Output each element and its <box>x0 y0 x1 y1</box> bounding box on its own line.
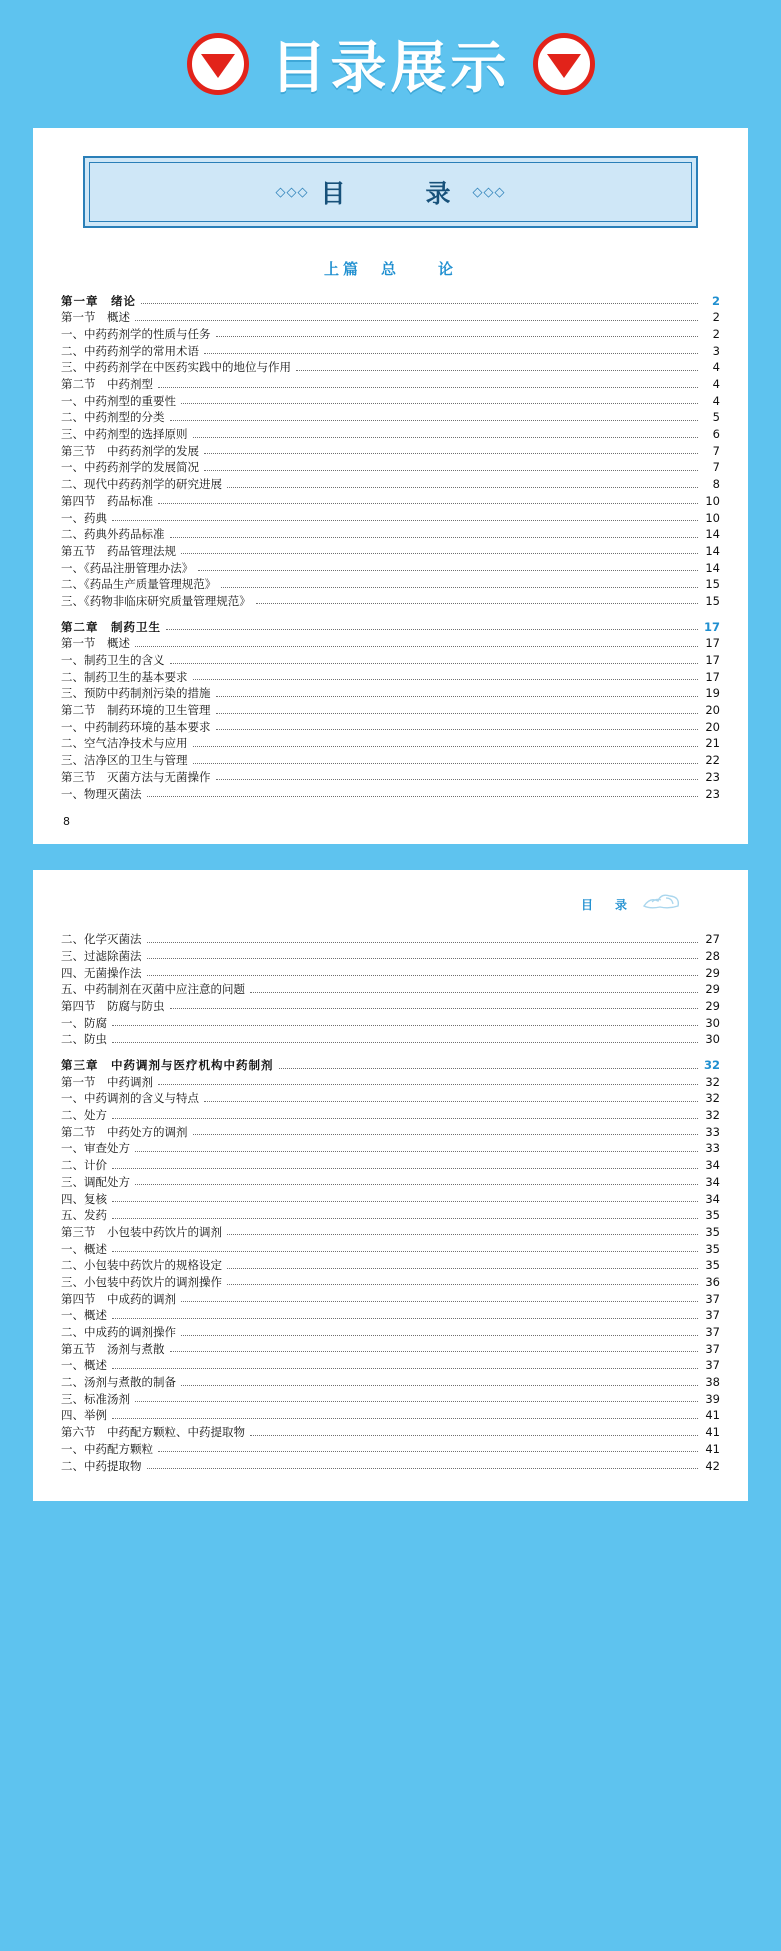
toc-leader-dots <box>135 1150 698 1152</box>
toc-entry[interactable] <box>61 427 720 444</box>
toc-entry-page: 17 <box>705 653 720 668</box>
toc-leader-dots <box>204 352 698 354</box>
toc-entry-page: 23 <box>705 786 720 801</box>
toc-entry-label: 一、审查处方 <box>61 1141 130 1156</box>
toc-entry-label: 第一章 绪论 <box>61 293 136 308</box>
toc-entry-label: 一、中药药剂学的性质与任务 <box>61 326 211 341</box>
toc-leader-dots <box>216 335 699 337</box>
toc-leader-dots <box>158 1450 698 1452</box>
toc-leader-dots <box>170 662 699 664</box>
toc-entry-label: 一、中药药剂学的发展简况 <box>61 460 199 475</box>
toc-leader-dots <box>166 628 698 630</box>
toc-entry-page: 41 <box>705 1408 720 1423</box>
toc-entry-label: 第四节 防腐与防虫 <box>61 998 165 1013</box>
toc-entry[interactable] <box>61 719 720 736</box>
toc-entry-page: 15 <box>705 577 720 592</box>
toc-entry[interactable] <box>61 636 720 653</box>
toc-entry-label: 二、制药卫生的基本要求 <box>61 669 188 684</box>
toc-page-2 <box>33 870 748 1501</box>
toc-entry-page: 39 <box>705 1391 720 1406</box>
toc-chapter-entry[interactable] <box>61 293 720 310</box>
toc-entry-label: 三、小包装中药饮片的调剂操作 <box>61 1274 222 1289</box>
toc-spacer <box>61 610 720 619</box>
toc-entry-page: 42 <box>705 1458 720 1473</box>
toc-entry[interactable] <box>61 393 720 410</box>
toc-entry-page: 34 <box>705 1174 720 1189</box>
toc-leader-dots <box>147 795 699 797</box>
toc-leader-dots <box>296 369 698 371</box>
toc-leader-dots <box>158 386 698 388</box>
toc-entry-page: 37 <box>705 1325 720 1340</box>
toc-list-page-1 <box>61 293 720 803</box>
toc-leader-dots <box>170 419 699 421</box>
toc-entry[interactable] <box>61 1074 720 1091</box>
toc-entry[interactable] <box>61 1291 720 1308</box>
toc-leader-dots <box>170 1350 699 1352</box>
toc-entry-label: 五、发药 <box>61 1208 107 1223</box>
toc-entry[interactable] <box>61 1091 720 1108</box>
toc-entry-page: 7 <box>712 460 720 475</box>
toc-leader-dots <box>158 502 698 504</box>
toc-leader-dots <box>112 1024 698 1026</box>
toc-entry-label: 一、概述 <box>61 1358 107 1373</box>
toc-leader-dots <box>135 1400 698 1402</box>
toc-entry[interactable] <box>61 477 720 494</box>
toc-entry-page: 32 <box>703 1058 720 1073</box>
toc-entry-page: 4 <box>712 393 720 408</box>
part-title: 上篇 总 论 <box>323 260 457 278</box>
toc-spacer <box>61 1048 720 1057</box>
toc-leader-dots <box>193 678 699 680</box>
toc-entry-label: 二、计价 <box>61 1158 107 1173</box>
toc-entry-page: 41 <box>705 1425 720 1440</box>
toc-entry-page: 33 <box>705 1124 720 1139</box>
toc-entry-page: 21 <box>705 736 720 751</box>
ornament-right: ◇◇◇ <box>472 184 506 199</box>
toc-entry-page: 10 <box>705 493 720 508</box>
toc-entry[interactable] <box>61 948 720 965</box>
toc-entry-page: 29 <box>705 982 720 997</box>
toc-entry[interactable] <box>61 1341 720 1358</box>
toc-leader-dots <box>181 1384 698 1386</box>
toc-entry-page: 5 <box>712 410 720 425</box>
toc-leader-dots <box>181 1300 698 1302</box>
toc-entry-page: 32 <box>705 1108 720 1123</box>
toc-leader-dots <box>135 645 698 647</box>
toc-leader-dots <box>112 1417 698 1419</box>
toc-entry-page: 37 <box>705 1291 720 1306</box>
toc-list-page-2 <box>61 932 720 1475</box>
toc-leader-dots <box>216 778 699 780</box>
toc-entry[interactable] <box>61 1258 720 1275</box>
toc-entry-label: 第五节 汤剂与煮散 <box>61 1341 165 1356</box>
toc-entry-page: 3 <box>712 343 720 358</box>
toc-entry-label: 一、防腐 <box>61 1015 107 1030</box>
toc-leader-dots <box>193 745 699 747</box>
toc-leader-dots <box>250 991 698 993</box>
folio-page-number: 8 <box>63 814 70 828</box>
toc-entry[interactable] <box>61 310 720 327</box>
toc-entry-label: 第一节 概述 <box>61 636 130 651</box>
toc-leader-dots <box>216 712 699 714</box>
toc-leader-dots <box>193 1133 699 1135</box>
banner-title: 目录展示 <box>270 36 511 101</box>
toc-entry-page: 8 <box>712 477 720 492</box>
toc-entry-label: 一、中药制药环境的基本要求 <box>61 719 211 734</box>
toc-entry[interactable] <box>61 1308 720 1325</box>
toc-entry-page: 35 <box>705 1224 720 1239</box>
toc-entry[interactable] <box>61 1408 720 1425</box>
toc-entry-label: 二、《药品生产质量管理规范》 <box>61 577 217 592</box>
toc-entry[interactable] <box>61 1174 720 1191</box>
toc-entry[interactable] <box>61 460 720 477</box>
toc-entry-page: 29 <box>705 998 720 1013</box>
page-banner <box>0 0 781 128</box>
toc-entry[interactable] <box>61 669 720 686</box>
toc-leader-dots <box>147 941 699 943</box>
toc-entry-page: 33 <box>705 1141 720 1156</box>
toc-entry[interactable] <box>61 1032 720 1049</box>
toc-entry-page: 32 <box>705 1074 720 1089</box>
toc-entry-page: 29 <box>705 965 720 980</box>
toc-leader-dots <box>279 1067 699 1069</box>
toc-leader-dots <box>147 974 699 976</box>
toc-entry[interactable] <box>61 443 720 460</box>
toc-entry-label: 第二节 制药环境的卫生管理 <box>61 703 211 718</box>
toc-leader-dots <box>112 1367 698 1369</box>
toc-leader-dots <box>158 1083 698 1085</box>
toc-entry[interactable] <box>61 527 720 544</box>
toc-entry[interactable] <box>61 560 720 577</box>
toc-entry-page: 35 <box>705 1208 720 1223</box>
running-header <box>61 892 720 918</box>
toc-entry[interactable] <box>61 343 720 360</box>
toc-entry-page: 41 <box>705 1441 720 1456</box>
toc-entry-page: 36 <box>705 1274 720 1289</box>
toc-entry-page: 37 <box>705 1358 720 1373</box>
toc-entry-label: 二、小包装中药饮片的规格设定 <box>61 1258 222 1273</box>
toc-entry[interactable] <box>61 1425 720 1442</box>
toc-leader-dots <box>141 302 698 304</box>
toc-entry[interactable] <box>61 360 720 377</box>
toc-entry-label: 第五节 药品管理法规 <box>61 543 176 558</box>
toc-entry-label: 三、预防中药制剂污染的措施 <box>61 686 211 701</box>
toc-entry-label: 四、举例 <box>61 1408 107 1423</box>
toc-entry-page: 14 <box>705 527 720 542</box>
toc-entry[interactable] <box>61 1274 720 1291</box>
toc-entry-page: 35 <box>705 1258 720 1273</box>
toc-entry-page: 35 <box>705 1241 720 1256</box>
toc-leader-dots <box>216 728 699 730</box>
toc-entry-page: 23 <box>705 769 720 784</box>
toc-entry[interactable] <box>61 769 720 786</box>
toc-entry[interactable] <box>61 703 720 720</box>
toc-entry[interactable] <box>61 1375 720 1392</box>
toc-entry-label: 第四节 药品标准 <box>61 493 153 508</box>
toc-leader-dots <box>193 762 699 764</box>
toc-entry-label: 二、中成药的调剂操作 <box>61 1325 176 1340</box>
toc-entry[interactable] <box>61 998 720 1015</box>
toc-leader-dots <box>112 1250 698 1252</box>
toc-entry-page: 2 <box>712 326 720 341</box>
toc-leader-dots <box>112 1200 698 1202</box>
toc-entry-page: 30 <box>705 1032 720 1047</box>
toc-entry-label: 三、《药物非临床研究质量管理规范》 <box>61 593 251 608</box>
cloud-ornament-icon <box>640 892 686 917</box>
toc-entry-page: 32 <box>705 1091 720 1106</box>
toc-leader-dots <box>181 1334 698 1336</box>
toc-entry-label: 一、《药品注册管理办法》 <box>61 560 194 575</box>
toc-leader-dots <box>204 469 698 471</box>
toc-entry[interactable] <box>61 1391 720 1408</box>
toc-leader-dots <box>216 695 699 697</box>
toc-entry-page: 15 <box>705 593 720 608</box>
toc-entry-page: 2 <box>711 293 720 308</box>
toc-leader-dots <box>135 1183 698 1185</box>
toc-entry-label: 一、概述 <box>61 1308 107 1323</box>
toc-entry-page: 38 <box>705 1375 720 1390</box>
toc-leader-dots <box>112 1117 698 1119</box>
ornament-left: ◇◇◇ <box>275 184 309 199</box>
toc-entry-label: 二、中药药剂学的常用术语 <box>61 343 199 358</box>
toc-entry-label: 五、中药制剂在灭菌中应注意的问题 <box>61 982 245 997</box>
toc-entry-label: 二、药典外药品标准 <box>61 527 165 542</box>
toc-leader-dots <box>112 1167 698 1169</box>
toc-entry[interactable] <box>61 493 720 510</box>
toc-entry-page: 27 <box>705 932 720 947</box>
toc-leader-dots <box>227 1267 698 1269</box>
toc-entry-label: 二、中药剂型的分类 <box>61 410 165 425</box>
toc-entry-page: 7 <box>712 443 720 458</box>
toc-entry-page: 19 <box>705 686 720 701</box>
toc-leader-dots <box>147 1467 699 1469</box>
toc-entry[interactable] <box>61 1124 720 1141</box>
toc-leader-dots <box>198 569 698 571</box>
toc-entry-label: 三、中药药剂学在中医药实践中的地位与作用 <box>61 360 291 375</box>
toc-entry-label: 二、中药提取物 <box>61 1458 142 1473</box>
toc-entry-label: 第三节 小包装中药饮片的调剂 <box>61 1224 222 1239</box>
toc-entry-label: 一、药典 <box>61 510 107 525</box>
toc-entry-label: 一、概述 <box>61 1241 107 1256</box>
toc-entry-label: 第四节 中成药的调剂 <box>61 1291 176 1306</box>
toc-entry-label: 第一节 中药调剂 <box>61 1074 153 1089</box>
toc-leader-dots <box>227 486 698 488</box>
toc-entry-label: 一、中药剂型的重要性 <box>61 393 176 408</box>
toc-chapter-entry[interactable] <box>61 619 720 636</box>
toc-entry-page: 37 <box>705 1341 720 1356</box>
toc-entry[interactable] <box>61 1358 720 1375</box>
toc-entry-label: 四、复核 <box>61 1191 107 1206</box>
toc-leader-dots <box>250 1434 698 1436</box>
toc-entry[interactable] <box>61 543 720 560</box>
toc-entry-label: 第二节 中药剂型 <box>61 377 153 392</box>
toc-entry[interactable] <box>61 965 720 982</box>
toc-entry-page: 17 <box>703 619 720 634</box>
toc-entry-label: 第三节 灭菌方法与无菌操作 <box>61 769 211 784</box>
toc-leader-dots <box>147 957 699 959</box>
toc-leader-dots <box>204 452 698 454</box>
toc-entry-label: 四、无菌操作法 <box>61 965 142 980</box>
toc-entry[interactable] <box>61 736 720 753</box>
toc-entry[interactable] <box>61 410 720 427</box>
toc-leader-dots <box>112 519 698 521</box>
toc-leader-dots <box>135 319 698 321</box>
toc-entry[interactable] <box>61 593 720 610</box>
toc-entry-label: 三、中药剂型的选择原则 <box>61 427 188 442</box>
toc-entry[interactable] <box>61 1441 720 1458</box>
toc-entry-page: 34 <box>705 1158 720 1173</box>
toc-leader-dots <box>170 536 699 538</box>
toc-entry-page: 14 <box>705 543 720 558</box>
toc-entry-page: 6 <box>712 427 720 442</box>
toc-entry-label: 第三节 中药药剂学的发展 <box>61 443 199 458</box>
toc-entry-label: 一、中药配方颗粒 <box>61 1441 153 1456</box>
toc-entry-page: 37 <box>705 1308 720 1323</box>
toc-entry-label: 一、物理灭菌法 <box>61 786 142 801</box>
toc-entry[interactable] <box>61 1458 720 1475</box>
toc-title-box <box>83 156 698 228</box>
toc-entry[interactable] <box>61 1208 720 1225</box>
toc-entry-label: 二、现代中药药剂学的研究进展 <box>61 477 222 492</box>
toc-entry-label: 第三章 中药调剂与医疗机构中药制剂 <box>61 1058 274 1073</box>
toc-entry-label: 二、防虫 <box>61 1032 107 1047</box>
toc-leader-dots <box>112 1317 698 1319</box>
toc-leader-dots <box>256 602 698 604</box>
toc-title: 目 录 <box>320 179 461 208</box>
toc-entry-label: 第六节 中药配方颗粒、中药提取物 <box>61 1425 245 1440</box>
toc-entry[interactable] <box>61 577 720 594</box>
toc-entry-page: 10 <box>705 510 720 525</box>
toc-leader-dots <box>170 1007 699 1009</box>
toc-entry[interactable] <box>61 326 720 343</box>
toc-entry[interactable] <box>61 1141 720 1158</box>
toc-entry-page: 20 <box>705 703 720 718</box>
toc-entry-label: 第二章 制药卫生 <box>61 619 161 634</box>
toc-entry-page: 28 <box>705 948 720 963</box>
toc-entry-page: 4 <box>712 377 720 392</box>
toc-leader-dots <box>204 1100 698 1102</box>
toc-entry-page: 20 <box>705 719 720 734</box>
toc-entry-label: 二、汤剂与煮散的制备 <box>61 1375 176 1390</box>
toc-entry-label: 三、标准汤剂 <box>61 1391 130 1406</box>
toc-entry-page: 2 <box>712 310 720 325</box>
toc-page-1 <box>33 128 748 844</box>
toc-entry-page: 34 <box>705 1191 720 1206</box>
toc-leader-dots <box>112 1041 698 1043</box>
down-arrow-icon-right <box>533 33 595 95</box>
toc-leader-dots <box>227 1283 698 1285</box>
toc-entry-label: 二、处方 <box>61 1108 107 1123</box>
toc-entry[interactable] <box>61 1015 720 1032</box>
toc-entry-page: 30 <box>705 1015 720 1030</box>
toc-entry-page: 22 <box>705 753 720 768</box>
toc-entry-label: 第二节 中药处方的调剂 <box>61 1124 188 1139</box>
toc-leader-dots <box>112 1217 698 1219</box>
toc-entry[interactable] <box>61 786 720 803</box>
toc-entry-label: 一、制药卫生的含义 <box>61 653 165 668</box>
toc-entry-label: 三、洁净区的卫生与管理 <box>61 753 188 768</box>
toc-entry[interactable] <box>61 1224 720 1241</box>
toc-entry[interactable] <box>61 1324 720 1341</box>
toc-entry[interactable] <box>61 753 720 770</box>
toc-entry[interactable] <box>61 932 720 949</box>
toc-entry-label: 一、中药调剂的含义与特点 <box>61 1091 199 1106</box>
toc-entry[interactable] <box>61 1241 720 1258</box>
toc-entry-label: 二、空气洁净技术与应用 <box>61 736 188 751</box>
toc-entry-label: 三、调配处方 <box>61 1174 130 1189</box>
toc-leader-dots <box>181 552 698 554</box>
running-header-text: 目 录 <box>580 898 632 913</box>
toc-entry-page: 4 <box>712 360 720 375</box>
toc-entry[interactable] <box>61 376 720 393</box>
toc-leader-dots <box>181 402 698 404</box>
toc-leader-dots <box>227 1233 698 1235</box>
toc-entry[interactable] <box>61 982 720 999</box>
toc-entry-page: 17 <box>705 669 720 684</box>
toc-entry-page: 14 <box>705 560 720 575</box>
toc-chapter-entry[interactable] <box>61 1057 720 1074</box>
toc-leader-dots <box>193 436 699 438</box>
toc-leader-dots <box>221 586 698 588</box>
toc-entry[interactable] <box>61 510 720 527</box>
toc-entry-label: 二、化学灭菌法 <box>61 932 142 947</box>
toc-entry[interactable] <box>61 1191 720 1208</box>
down-arrow-icon-left <box>187 33 249 95</box>
toc-entry[interactable] <box>61 1158 720 1175</box>
toc-entry-page: 17 <box>705 636 720 651</box>
toc-entry[interactable] <box>61 652 720 669</box>
toc-entry[interactable] <box>61 1108 720 1125</box>
toc-entry-label: 第一节 概述 <box>61 310 130 325</box>
toc-entry[interactable] <box>61 686 720 703</box>
toc-entry-label: 三、过滤除菌法 <box>61 948 142 963</box>
